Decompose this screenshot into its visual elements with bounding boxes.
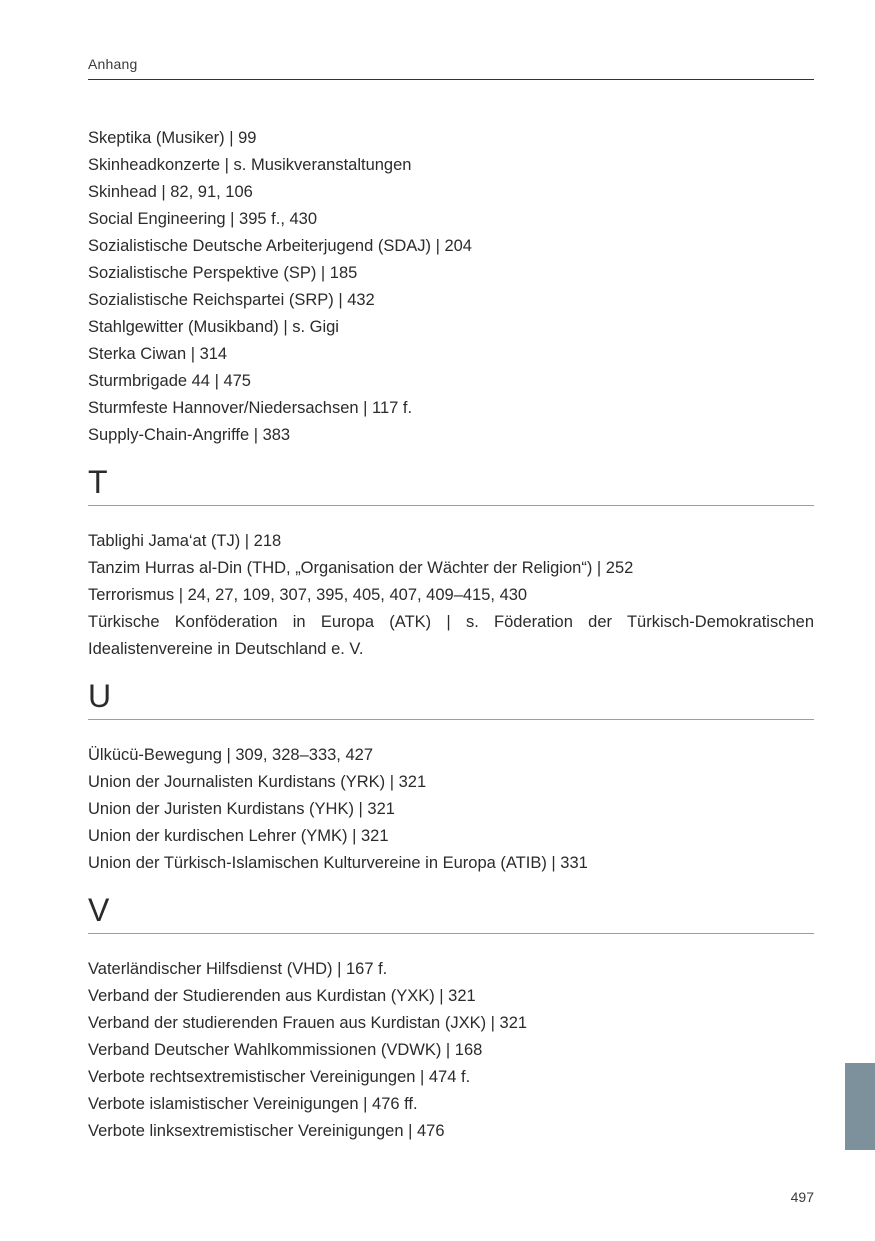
index-entry: Union der Juristen Kurdistans (YHK) | 321 [88,800,395,818]
index-entry: Sozialistische Perspektive (SP) | 185 [88,264,358,282]
index-entry: Sozialistische Reichspartei (SRP) | 432 [88,291,375,309]
index-entry: Terrorismus | 24, 27, 109, 307, 395, 405, 407, 409–415, 430 [88,586,528,604]
index-entry: Union der Türkisch-Islamischen Kulturvereine in Europa (ATIB) | 331 [88,854,588,872]
index-section-u [88,677,814,877]
section-rule [88,933,814,934]
index-entry: Union der kurdischen Lehrer (YMK) | 321 [88,827,389,845]
index-entry: Tablighi Jama‘at (TJ) | 218 [88,532,282,550]
chapter-thumb-tab [845,1063,875,1150]
index-entry: Sturmbrigade 44 | 475 [88,372,251,390]
section-letter-heading: V [88,892,110,928]
index-entry: Türkische Konföderation in Europa (ATK) | s. Föderation der Türkisch-Demokratischen Idealistenvereine in Deutschland e. V. [88,613,814,658]
index-section-s [88,125,814,449]
index-entry: Verbote linksextremistischer Vereinigungen | 476 [88,1122,445,1140]
index-section-v [88,891,814,1145]
index-entry: Verbote rechtsextremistischer Vereinigungen | 474 f. [88,1068,471,1086]
index-entry: Supply-Chain-Angriffe | 383 [88,426,291,444]
running-head: Anhang [88,56,138,72]
index-content [88,125,814,1145]
index-section-t [88,463,814,663]
index-entry: Ülkücü-Bewegung | 309, 328–333, 427 [88,746,373,764]
index-entry: Sozialistische Deutsche Arbeiterjugend (SDAJ) | 204 [88,237,472,255]
index-entry: Skinheadkonzerte | s. Musikveranstaltungen [88,156,412,174]
section-letter-heading: T [88,464,108,500]
index-entry: Verband Deutscher Wahlkommissionen (VDWK) | 168 [88,1041,483,1059]
section-rule [88,719,814,720]
header-rule [88,79,814,80]
index-entry: Sterka Ciwan | 314 [88,345,228,363]
index-entry: Union der Journalisten Kurdistans (YRK) | 321 [88,773,427,791]
index-entry: Social Engineering | 395 f., 430 [88,210,318,228]
index-entry: Sturmfeste Hannover/Niedersachsen | 117 f. [88,399,413,417]
index-entry: Verband der studierenden Frauen aus Kurdistan (JXK) | 321 [88,1014,528,1032]
index-entry: Stahlgewitter (Musikband) | s. Gigi [88,318,339,336]
section-rule [88,505,814,506]
index-entry: Verband der Studierenden aus Kurdistan (YXK) | 321 [88,987,476,1005]
index-entry: Verbote islamistischer Vereinigungen | 476 ff. [88,1095,418,1113]
section-letter-heading: U [88,678,112,714]
index-entry: Skeptika (Musiker) | 99 [88,129,257,147]
index-entry: Tanzim Hurras al-Din (THD, „Organisation der Wächter der Religion“) | 252 [88,559,634,577]
page-number: 497 [790,1189,814,1205]
index-entry: Skinhead | 82, 91, 106 [88,183,253,201]
index-entry: Vaterländischer Hilfsdienst (VHD) | 167 f. [88,960,388,978]
